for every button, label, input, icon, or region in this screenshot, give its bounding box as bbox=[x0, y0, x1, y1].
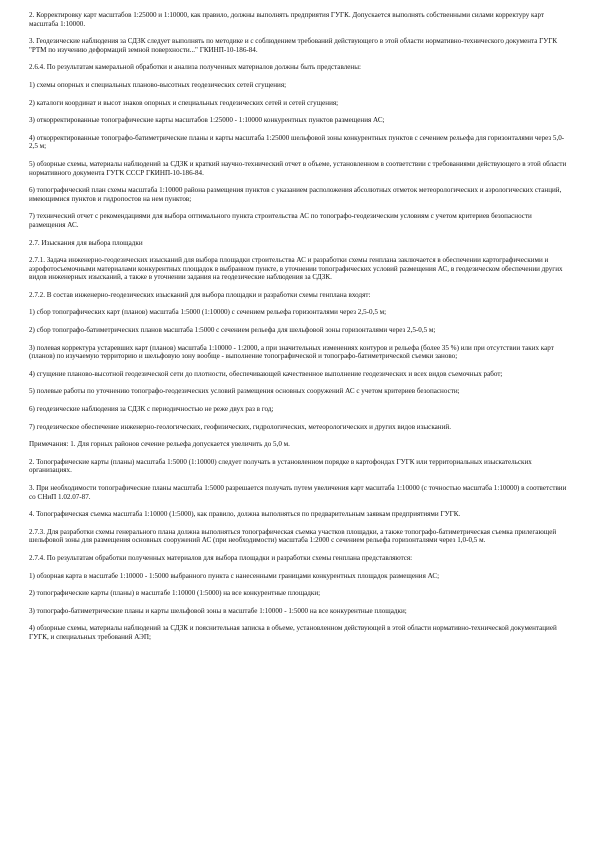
list-item: 2) каталоги координат и высот знаков опорных и специальных геодезических сетей и сетей сгущения; bbox=[29, 98, 339, 107]
list-item: 6) топографический план схемы масштаба 1:10000 района размещения пунктов с указанием расположения абсолютных отметок метеорологических и аэрологических станций, имеющимися пунктов и гидропостов на нем пунктов; bbox=[29, 186, 562, 203]
paragraph: 3. Геодезические наблюдения за СДЗК следует выполнять по методике и с соблюдением требований действующего в этой области нормативно-технического документа ГУГК "РТМ по изучению деформаций земной поверхности..." ГКИНП-10-186-84. bbox=[29, 37, 558, 54]
list-item: 6) геодезические наблюдения за СДЗК с периодичностью не реже двух раз в год; bbox=[29, 405, 274, 414]
list-item: 3) откорректированные топографические карты масштабов 1:25000 - 1:10000 конкурентных пунктов размещения АС; bbox=[29, 116, 385, 125]
list-item: 3) полевая корректура устаревших карт (планов) масштаба 1:10000 - 1:2000, а при значительных изменениях контуров и рельефа (более 35 %) или при отсутствии таких карт (планов) по изучаемую территорию и шельфовую зону вообще - выполнение топографической и топографо-батиметрической съемки заново; bbox=[29, 343, 554, 361]
paragraph: 2. Корректировку карт масштабов 1:25000 и 1:10000, как правило, должны выполнять предприятия ГУГК. Допускается выполнять собственными силами корректуру карт масштаба 1:10000. bbox=[29, 11, 545, 28]
paragraph: 2.7.3. Для разработки схемы генерального плана должна выполняться топографическая съемка участков площадки, а также топографо-батиметрическая съемка прилегающей шельфовой зоны для размещения основных сооружений АС (при необходимости) масштаба 1:2000 с сечением рельефа горизонталями через 1,0-0,5 м. bbox=[29, 527, 557, 545]
list-item: 1) сбор топографических карт (планов) масштаба 1:5000 (1:10000) с сечением рельефа горизонталями через 2,5-0,5 м; bbox=[29, 308, 387, 317]
list-item: 7) геодезическое обеспечение инженерно-геологических, геофизических, гидрологических, метеорологических и других видов изысканий. bbox=[29, 422, 451, 431]
note: Примечания: 1. Для горных районов сечение рельефа допускается увеличить до 5,0 м. bbox=[29, 440, 290, 449]
note: 2. Топографические карты (планы) масштаба 1:5000 (1:10000) следует получать в установленном порядке в картофондах ГУГК или территориальных изыскательских организациях. bbox=[29, 457, 532, 475]
list-item: 4) обзорные схемы, материалы наблюдений за СДЗК и пояснительная записка в объеме, установленном действующей в этой области нормативно-технической документацией ГУГК, и специальных требований АЭП; bbox=[29, 624, 557, 641]
note: 4. Топографическая съемка масштаба 1:10000 (1:5000), как правило, должна выполняться по предварительным заявкам предприятиями ГУГК. bbox=[29, 510, 461, 519]
list-item: 5) обзорные схемы, материалы наблюдений за СДЗК и краткий научно-технический отчет в объеме, установленном в соответствии с требованиями действующего в этой области нормативного документа ГУГК СССР ГКИНП-10-186-84. bbox=[29, 159, 567, 177]
list-item: 3) топографо-батиметрические планы и карты шельфовой зоны в масштабе 1:10000 - 1:5000 на все конкурентные площадки; bbox=[29, 606, 407, 615]
list-item: 2) сбор топографо-батиметрических планов масштаба 1:5000 с сечением рельефа для шельфовой зоны горизонталями через 2,5-0,5 м; bbox=[29, 326, 436, 335]
note: 3. При необходимости топографические планы масштаба 1:5000 разрешается получать путем увеличения карт масштаба 1:10000 (с точностью масштаба 1:10000) в соответствии со СНиП 1.02.07-87. bbox=[29, 484, 567, 501]
list-item: 1) схемы опорных и специальных планово-высотных геодезических сетей сгущения; bbox=[29, 80, 287, 89]
list-item: 4) сгущение планово-высотной геодезической сети до плотности, обеспечивающей качественное выполнение геодезических и всех видов съемочных работ; bbox=[29, 369, 503, 378]
list-item: 4) откорректированные топографо-батиметрические планы и карты масштаба 1:25000 шельфовой зоны конкурентных пунктов с сечением рельефа для горизонталями через 5,0-2,5 м; bbox=[29, 133, 565, 151]
section-heading: 2.6.4. По результатам камеральной обработки и анализа полученных материалов должны быть представлены: bbox=[29, 63, 361, 72]
list-item: 5) полевые работы по уточнению топографо-геодезических условий размещения основных сооружений АС с учетом критериев безопасности; bbox=[29, 387, 460, 396]
list-item: 1) обзорная карта в масштабе 1:10000 - 1:5000 выбранного пункта с нанесенными границами конкурентных площадок размещения АС; bbox=[29, 571, 440, 580]
paragraph: 2.7.1. Задача инженерно-геодезических изысканий для выбора площадки строительства АС и разработки схемы генплана заключается в обеспечении картографическими и аэрофотосъемочными материалами конкурентных площадок в выбранном пункте, в уточнении топографических условий размещения АС, в геодезическом обеспечении других видов инженерных изысканий, а также в уточнении задания на геодезические наблюдения за СДЗК. bbox=[29, 256, 563, 282]
section-heading: 2.7. Изыскания для выбора площадки bbox=[29, 238, 143, 247]
document-page bbox=[29, 11, 567, 642]
paragraph: 2.7.2. В состав инженерно-геодезических изысканий для выбора площадки и разработки схемы генплана входят: bbox=[29, 290, 371, 299]
paragraph: 2.7.4. По результатам обработки полученных материалов для выбора площадки и разработки схемы генплана представляются: bbox=[29, 553, 413, 562]
list-item: 2) топографические карты (планы) в масштабе 1:10000 (1:5000) на все конкурентные площадки; bbox=[29, 589, 321, 598]
list-item: 7) технический отчет с рекомендациями для выбора оптимального пункта строительства АС по топографо-геодезическим условиям с учетом критериев безопасности размещения АС. bbox=[29, 212, 532, 229]
